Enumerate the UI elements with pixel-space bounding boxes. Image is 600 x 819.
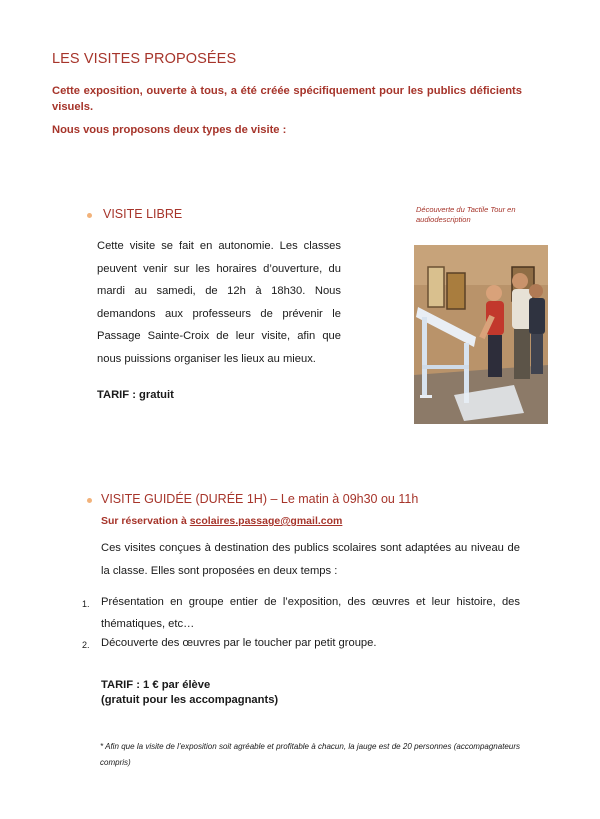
list-item: Découverte des œuvres par le toucher par petit groupe. <box>101 637 377 649</box>
visite-guidee-body: Ces visites conçues à destination des publics scolaires sont adaptées au niveau de la classe. Elles sont proposées en deux temps : <box>101 542 520 577</box>
reservation-line <box>101 515 342 527</box>
section-title-visite-libre: VISITE LIBRE <box>103 207 183 221</box>
list-item: Présentation en groupe entier de l’exposition, des œuvres et leur histoire, des thématiques, etc… <box>101 596 520 630</box>
intro-text: Cette exposition, ouverte à tous, a été créée spécifiquement pour les publics déficients visuels. <box>52 85 522 113</box>
photo-caption: Découverte du Tactile Tour en audiodescription <box>416 205 516 224</box>
visite-libre-body: Cette visite se fait en autonomie. Les classes peuvent venir sur les horaires d’ouverture, du mardi au samedi, de 12h à 18h30. Nous demandons aux professeurs de prévenir le Passage Sainte-Croix de leur visite, afin que nous puissions organiser les lieux au mieux. <box>97 240 341 365</box>
visite-guidee-tarif: TARIF : 1 € par élève <box>101 679 211 691</box>
list-number: 2. <box>82 640 90 650</box>
reservation-email-link[interactable]: scolaires.passage@gmail.com <box>189 515 343 527</box>
page-title: LES VISITES PROPOSÉES <box>52 51 237 67</box>
bullet-icon <box>87 498 92 503</box>
intro-types-text: Nous vous proposons deux types de visite : <box>52 124 287 136</box>
visite-guidee-tarif-note: (gratuit pour les accompagnants) <box>101 694 279 706</box>
list-number: 1. <box>82 599 90 609</box>
visite-libre-tarif: TARIF : gratuit <box>97 389 174 401</box>
visit-photo <box>414 245 548 424</box>
section-title-visite-guidee: VISITE GUIDÉE (DURÉE 1H) – Le matin à 09h30 ou 11h <box>101 492 419 506</box>
footnote: * Afin que la visite de l’exposition soit agréable et profitable à chacun, la jauge est de 20 personnes (accompagnateurs compris) <box>100 742 520 767</box>
reservation-prefix: Sur réservation à <box>101 515 190 527</box>
bullet-icon <box>87 213 92 218</box>
